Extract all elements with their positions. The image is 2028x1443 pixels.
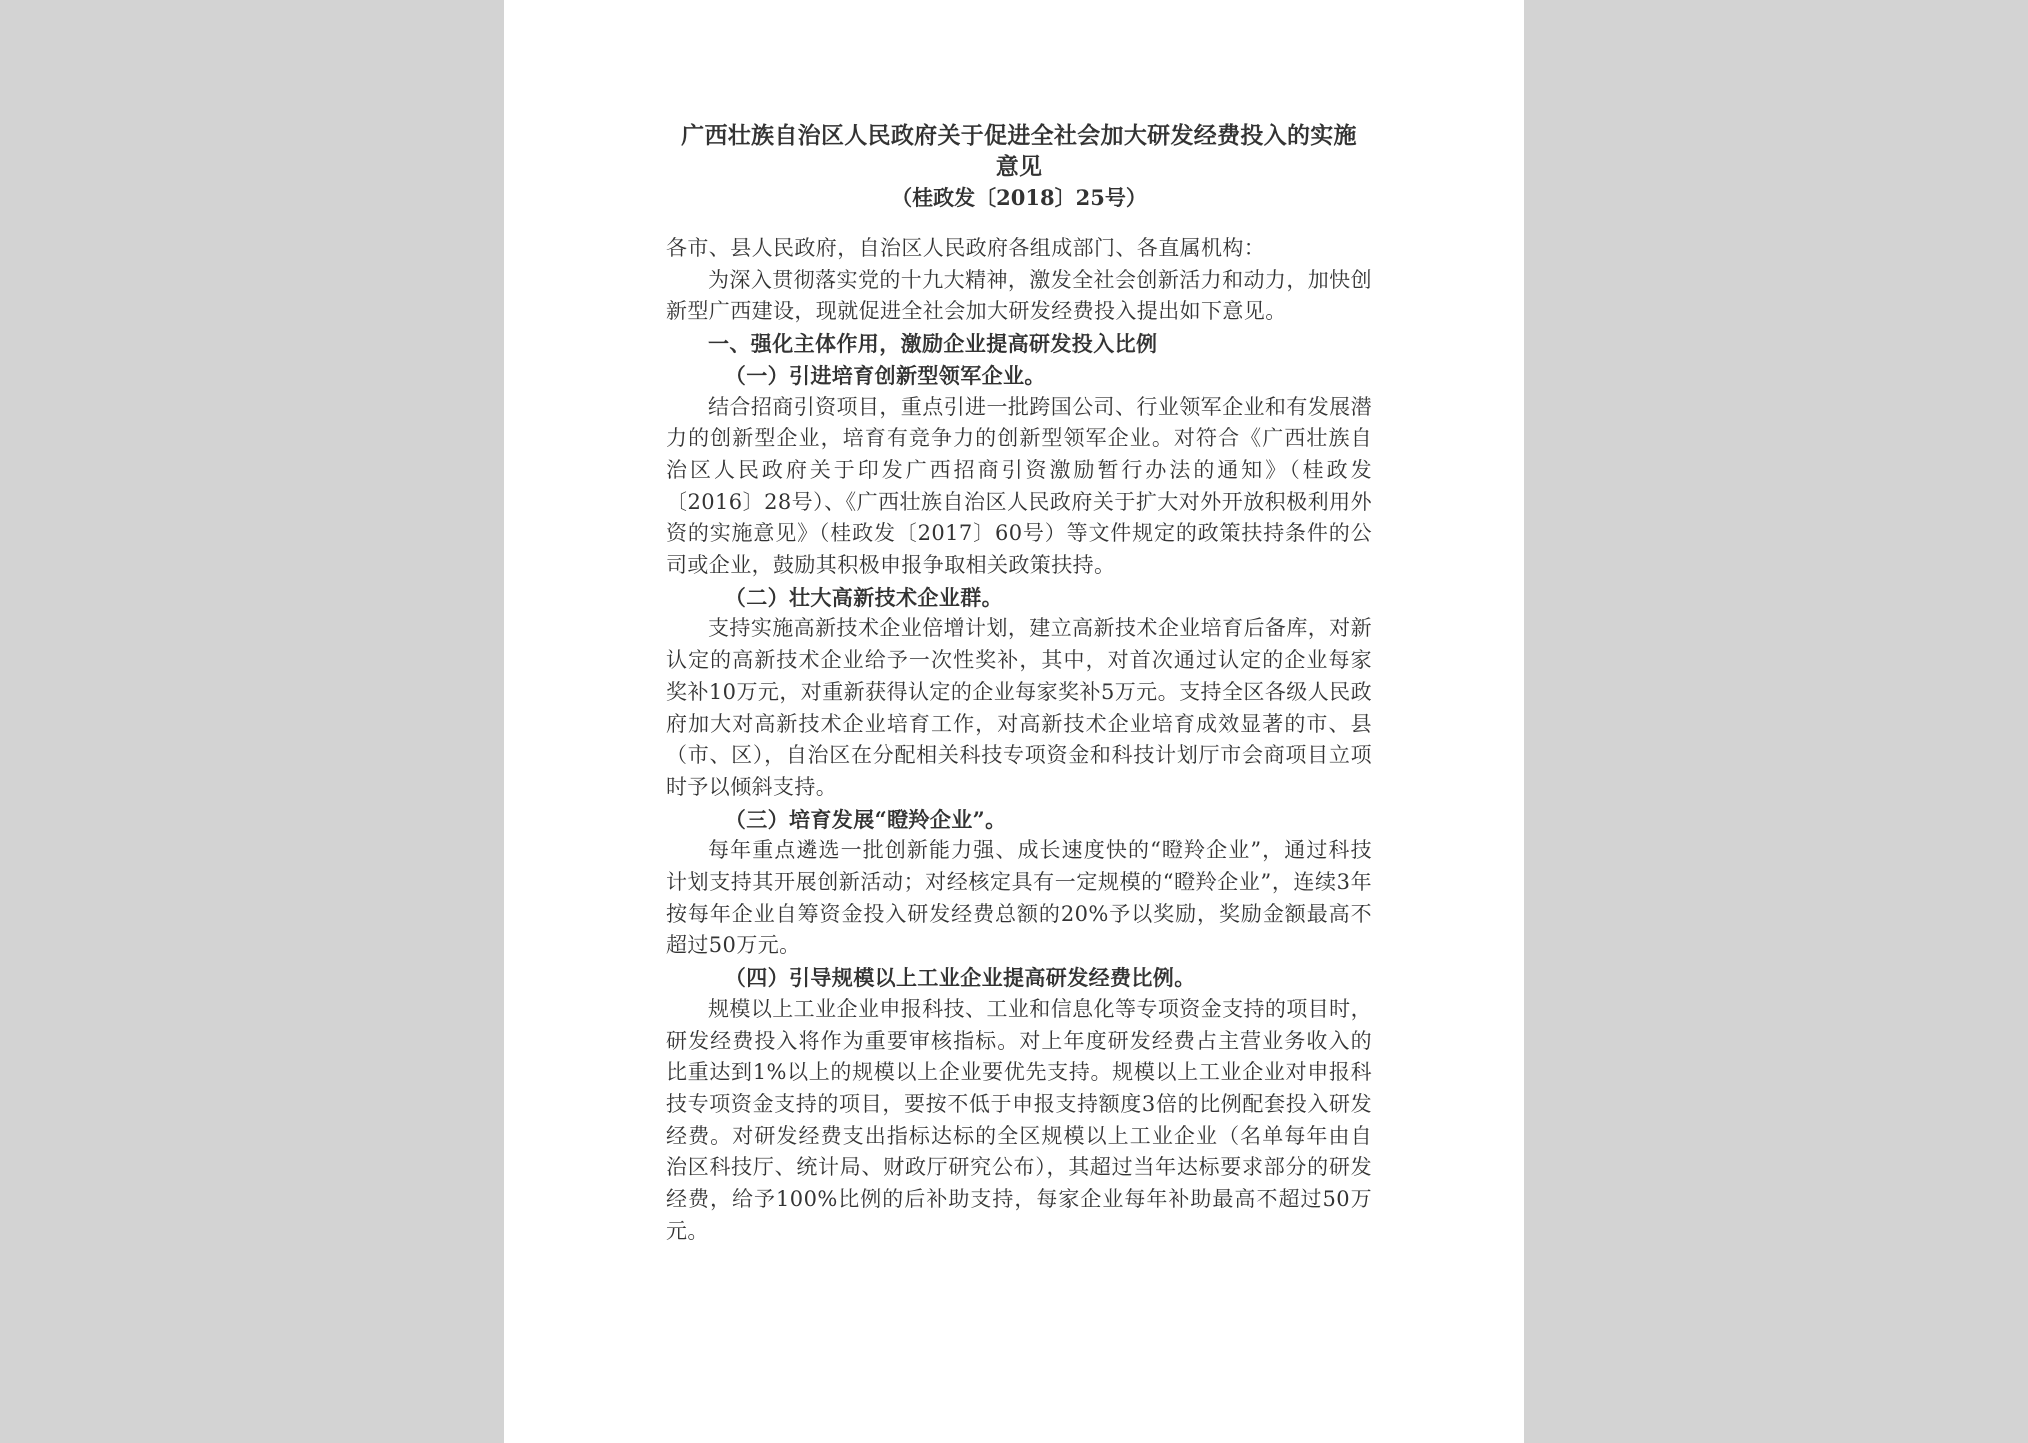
sub3-heading: （三）培育发展“瞪羚企业”。 (724, 806, 1007, 832)
document-number: （桂政发〔2018〕25号） (891, 185, 1147, 210)
intro-paragraph: 为深入贯彻落实党的十九大精神，激发全社会创新活力和动力，加快创新型广西建设，现就促进全社会加大研发经费投入提出如下意见。 (666, 267, 1372, 324)
salutation: 各市、县人民政府，自治区人民政府各组成部门、各直属机构： (666, 236, 1266, 260)
sub4-body: 规模以上工业企业申报科技、工业和信息化等专项资金支持的项目时，研发经费投入将作为重要审核指标。对上年度研发经费占主营业务收入的比重达到1%以上的规模以上企业要优先支持。规模以上工业企业对申报科技专项资金支持的项目，要按不低于申报支持额度3倍的比例配套投入研发经费。对研发经费支出指标达标的全区规模以上工业企业（名单每年由自治区科技厅、统计局、财政厅研究公布），其超过当年达标要求部分的研发经费，给予100%比例的后补助支持，每家企业每年补助最高不超过50万元。 (666, 996, 1372, 1243)
sub4-heading: （四）引导规模以上工业企业提高研发经费比例。 (724, 965, 1196, 991)
sub3-body: 每年重点遴选一批创新能力强、成长速度快的“瞪羚企业”，通过科技计划支持其开展创新活动；对经核定具有一定规模的“瞪羚企业”，连续3年按每年企业自筹资金投入研发经费总额的20%予以奖励，奖励金额最高不超过50万元。 (666, 838, 1372, 958)
document-page (504, 0, 1524, 1443)
section1-heading: 一、强化主体作用，激励企业提高研发投入比例 (708, 331, 1158, 357)
sub1-heading: （一）引进培育创新型领军企业。 (724, 362, 1046, 388)
sub2-heading: （二）壮大高新技术企业群。 (724, 584, 1003, 610)
document-title-line2: 意见 (995, 153, 1043, 180)
document-body (666, 120, 1372, 1248)
document-title-line1: 广西壮族自治区人民政府关于促进全社会加大研发经费投入的实施 (681, 122, 1357, 149)
sub2-body: 支持实施高新技术企业倍增计划，建立高新技术企业培育后备库，对新认定的高新技术企业给予一次性奖补，其中，对首次通过认定的企业每家奖补10万元，对重新获得认定的企业每家奖补5万元。支持全区各级人民政府加大对高新技术企业培育工作，对高新技术企业培育成效显著的市、县（市、区），自治区在分配相关科技专项资金和科技计划厅市会商项目立项时予以倾斜支持。 (666, 616, 1372, 799)
sub1-body: 结合招商引资项目，重点引进一批跨国公司、行业领军企业和有发展潜力的创新型企业，培育有竞争力的创新型领军企业。对符合《广西壮族自治区人民政府关于印发广西招商引资激励暂行办法的通知》（桂政发〔2016〕28号）、《广西壮族自治区人民政府关于扩大对外开放积极利用外资的实施意见》（桂政发〔2017〕60号）等文件规定的政策扶持条件的公司或企业，鼓励其积极申报争取相关政策扶持。 (666, 394, 1372, 578)
